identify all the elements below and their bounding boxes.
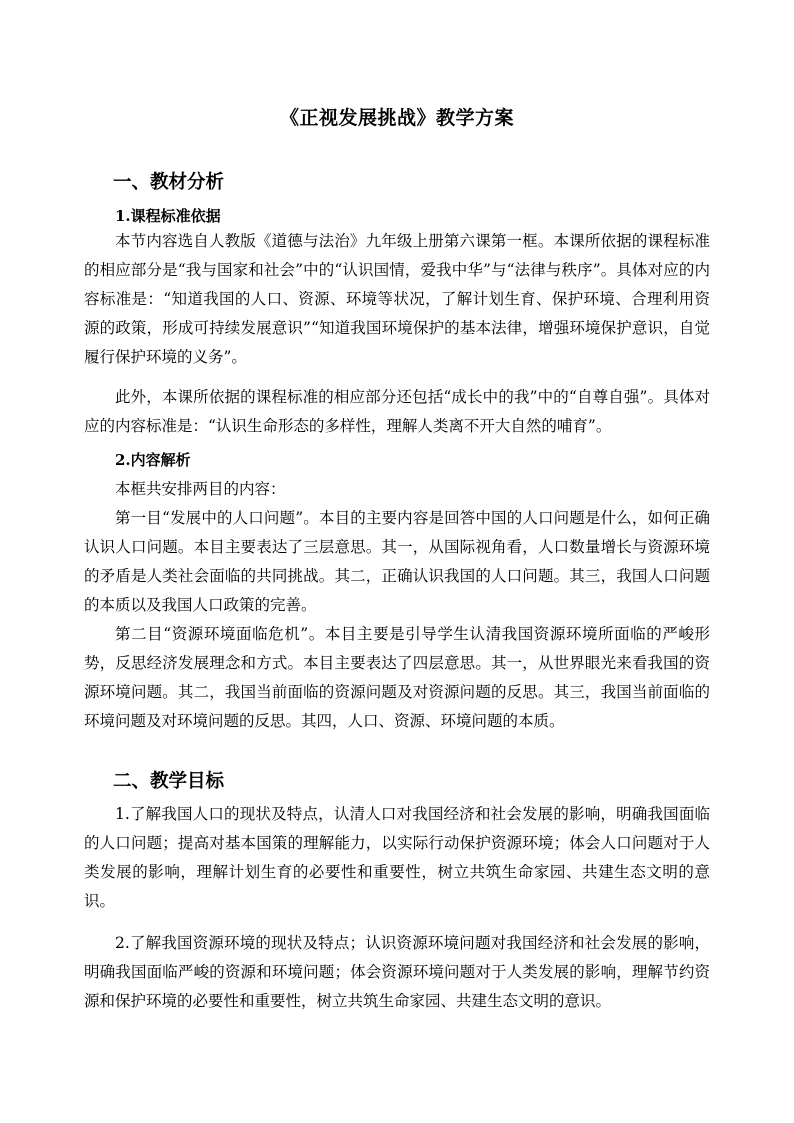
paragraph-content-analysis-1: 第一目“发展中的人口问题”。本目的主要内容是回答中国的人口问题是什么，如何正确认识人口问题。本目主要表达了三层意思。其一，从国际视角看，人口数量增长与资源环境的矛盾是人类社会面临的共同挑战。其二，正确认识我国的人口问题。其三，我国人口问题的本质以及我国人口政策的完善。	[84, 509, 710, 614]
paragraph-curriculum-basis-1: 本节内容选自人教版《道德与法治》九年级上册第六课第一框。本课所依据的课程标准的相应部分是“我与国家和社会”中的“认识国情，爱我中华”与“法律与秩序”。具体对应的内容标准是：“知道我国的人口、资源、环境等状况，了解计划生育、保护环境、合理利用资源的政策，形成可持续发展意识”“知道我国环境保护的基本法律，增强环境保护意识，自觉履行保护环境的义务”。	[84, 232, 710, 366]
section-heading-textbook-analysis: 一、教材分析	[113, 172, 225, 193]
paragraph-content-analysis-2: 第二目“资源环境面临危机”。本目主要是引导学生认清我国资源环境所面临的严峻形势，反思经济发展理念和方式。本目主要表达了四层意思。其一，从世界眼光来看我国的资源环境问题。其二，我国当前面临的资源问题及对资源问题的反思。其三，我国当前面临的环境问题及对环境问题的反思。其四，人口、资源、环境问题的本质。	[84, 625, 710, 730]
paragraph-objective-1: 1.了解我国人口的现状及特点，认清人口对我国经济和社会发展的影响，明确我国面临的人口问题；提高对基本国策的理解能力，以实际行动保护资源环境；体会人口问题对于人类发展的影响，理解计划生育的必要性和重要性，树立共筑生命家园、共建生态文明的意识。	[84, 805, 710, 910]
document-title: 《正视发展挑战》教学方案	[279, 107, 514, 129]
paragraph-objective-2: 2.了解我国资源环境的现状及特点；认识资源环境问题对我国经济和社会发展的影响，明确我国面临严峻的资源和环境问题；体会资源环境问题对于人类发展的影响，理解节约资源和保护环境的必要性和重要性，树立共筑生命家园、共建生态文明的意识。	[84, 934, 710, 1010]
paragraph-content-analysis-intro: 本框共安排两目的内容：	[115, 480, 286, 498]
paragraph-curriculum-basis-2: 此外，本课所依据的课程标准的相应部分还包括“成长中的我”中的“自尊自强”。具体对应的内容标准是：“认识生命形态的多样性，理解人类离不开大自然的哺育”。	[84, 388, 710, 435]
subsection-heading-curriculum-basis: 1.课程标准依据	[115, 207, 221, 225]
subsection-heading-content-analysis: 2.内容解析	[115, 451, 191, 469]
section-heading-teaching-objectives: 二、教学目标	[113, 771, 225, 792]
